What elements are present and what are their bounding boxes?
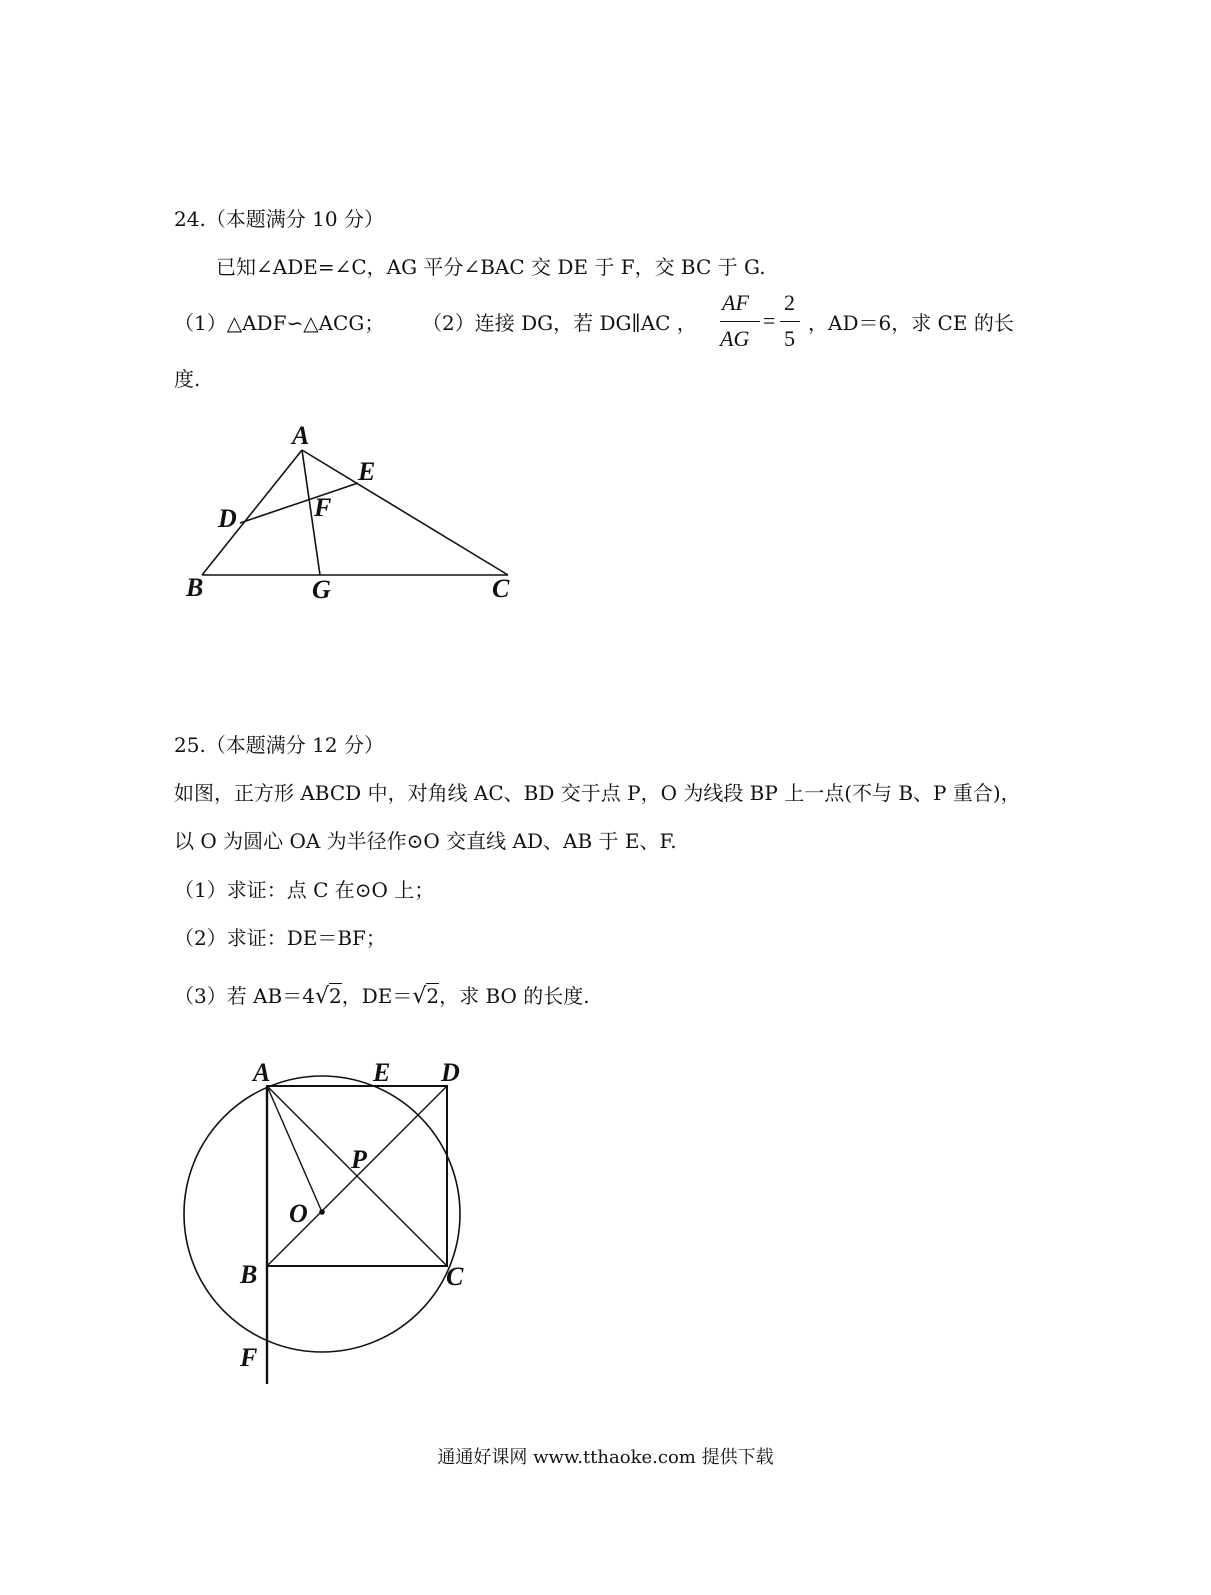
page-footer: 通通好课网 www.tthaoke.com 提供下载 xyxy=(437,1447,774,1468)
value-numerator: 2 xyxy=(784,290,795,315)
fraction-numerator-af: AF xyxy=(722,290,749,315)
label-g: G xyxy=(312,575,331,604)
q25-figure-labels xyxy=(239,1058,464,1372)
label-b: B xyxy=(240,1260,258,1289)
q24-part2-end: 度. xyxy=(174,367,201,391)
q25-intro2: 以 O 为圆心 OA 为半径作⊙O 交直线 AD、AB 于 E、F. xyxy=(174,829,677,853)
segment-ac xyxy=(302,450,508,575)
q25-part3-a: （3）若 AB＝4 xyxy=(174,984,315,1008)
q24-given: 已知∠ADE=∠C，AG 平分∠BAC 交 DE 于 F，交 BC 于 G. xyxy=(216,255,766,279)
segment-ao xyxy=(267,1086,322,1212)
label-b: B xyxy=(186,573,204,602)
sqrt-radicand: 2 xyxy=(426,984,440,1008)
label-a: A xyxy=(253,1058,271,1087)
label-d: D xyxy=(218,504,237,533)
sqrt-sign: √ xyxy=(412,984,427,1009)
q24-header: 24.（本题满分 10 分） xyxy=(174,207,384,231)
q24-figure-labels xyxy=(185,421,510,604)
label-c: C xyxy=(446,1262,464,1291)
q24-part1: （1）△ADF∽△ACG； xyxy=(174,311,385,335)
label-e: E xyxy=(373,1058,391,1087)
q25-figure xyxy=(184,1076,460,1384)
label-d: D xyxy=(441,1058,460,1087)
label-e: E xyxy=(358,457,376,486)
segment-de xyxy=(240,483,358,523)
label-c: C xyxy=(492,574,510,603)
q25-part1: （1）求证：点 C 在⊙O 上； xyxy=(174,878,435,902)
sqrt-sign: √ xyxy=(314,984,329,1009)
q25-part3-b: ，DE＝ xyxy=(341,984,413,1008)
sqrt-radicand: 2 xyxy=(328,984,342,1008)
label-f: F xyxy=(240,1343,258,1372)
label-a: A xyxy=(292,421,310,450)
q25-header: 25.（本题满分 12 分） xyxy=(174,733,384,757)
q24-figure xyxy=(202,450,508,575)
q24-part2-lead: （2）连接 DG，若 DG∥AC ， xyxy=(422,311,697,335)
q25-intro1: 如图，正方形 ABCD 中，对角线 AC、BD 交于点 P，O 为线段 BP 上一点(不与 B、P 重合)， xyxy=(174,781,1021,805)
value-denominator: 5 xyxy=(784,326,795,351)
point-o xyxy=(319,1209,325,1215)
segment-ab xyxy=(202,450,302,575)
q25-part3-c: ，求 BO 的长度. xyxy=(439,984,590,1008)
fraction-denominator-ag: AG xyxy=(720,326,750,351)
q24-part2-tail: ，AD＝6，求 CE 的长 xyxy=(808,311,1014,335)
equals-sign: = xyxy=(763,308,776,333)
q25-part2: （2）求证：DE＝BF； xyxy=(174,926,386,950)
label-o: O xyxy=(289,1199,308,1228)
label-f: F xyxy=(314,493,332,522)
label-p: P xyxy=(351,1145,367,1174)
